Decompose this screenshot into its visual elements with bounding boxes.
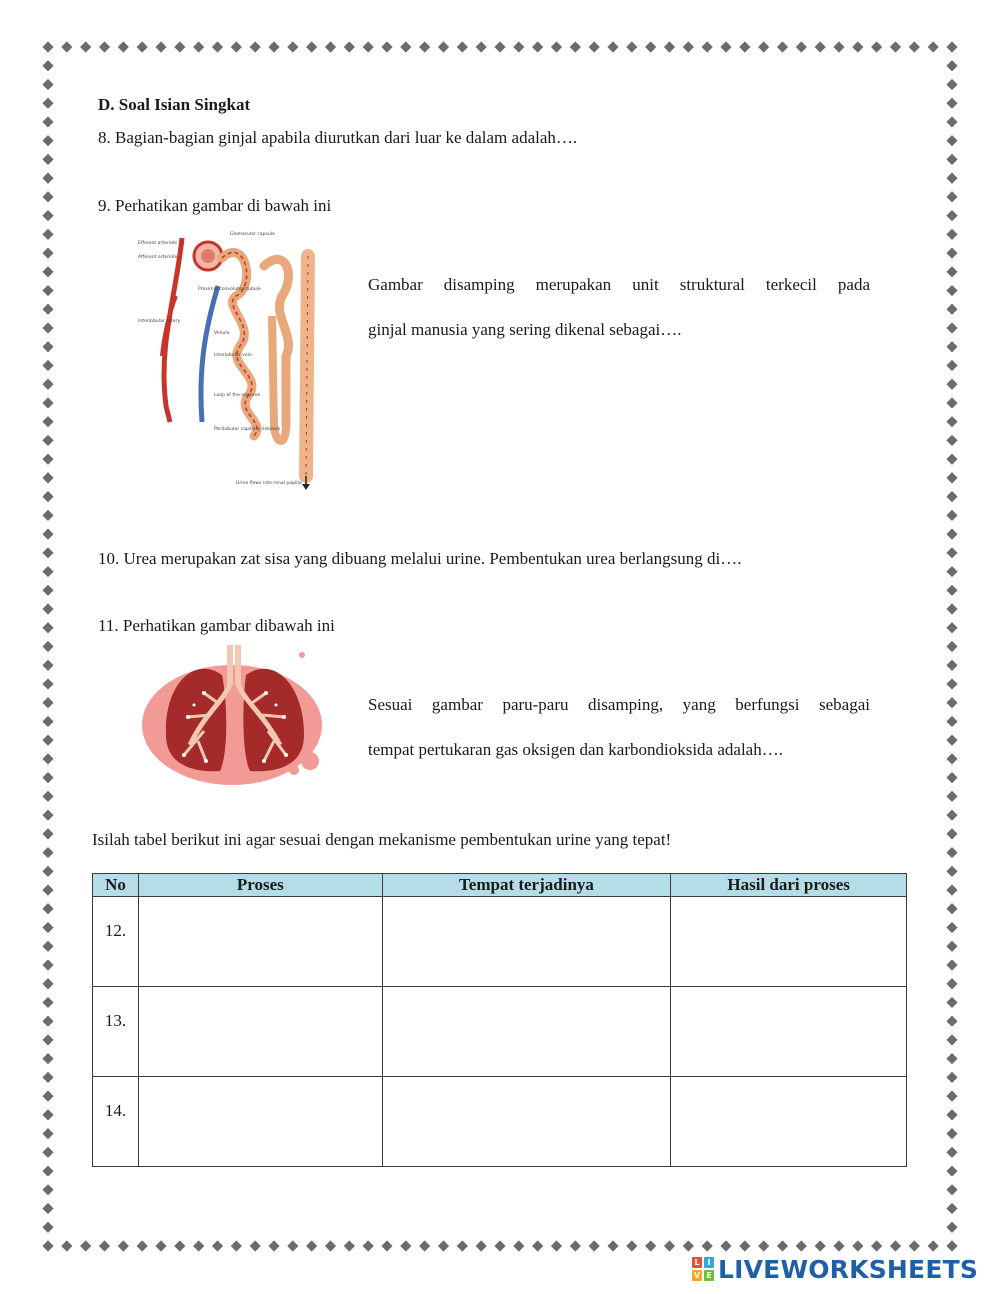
answer-cell-tempat[interactable] [382, 897, 671, 987]
label-peritubular: Peritubular capillary network [214, 427, 281, 432]
answer-cell-hasil[interactable] [671, 1077, 907, 1167]
lungs-image [134, 645, 334, 790]
liveworksheets-logo-icon: L I V E [692, 1257, 714, 1281]
answer-cell-hasil[interactable] [671, 987, 907, 1077]
section-heading: D. Soal Isian Singkat [98, 95, 251, 114]
answer-table [92, 873, 907, 1167]
question-9: 9. Perhatikan gambar di bawah ini [98, 196, 332, 215]
liveworksheets-logo[interactable] [692, 1255, 978, 1283]
label-glomerular-capsule: Glomerular capsule [230, 232, 275, 237]
answer-cell-tempat[interactable] [382, 987, 671, 1077]
header-proses: Proses [138, 874, 382, 897]
label-interlobular-vein: Interlobular vein [214, 353, 252, 358]
question-9-desc-line2: ginjal manusia yang sering dikenal sebagai…. [368, 320, 682, 339]
answer-cell-tempat[interactable] [382, 1077, 671, 1167]
answer-cell-hasil[interactable] [671, 897, 907, 987]
table-header-row [93, 874, 907, 897]
question-11-desc-line2: tempat pertukaran gas oksigen dan karbondioksida adalah…. [368, 740, 783, 759]
label-interlobular-artery: Interlobular artery [138, 319, 181, 324]
label-proximal: Proximal convoluted tubule [198, 287, 261, 292]
table-row [93, 1077, 907, 1167]
answer-cell-proses[interactable] [138, 1077, 382, 1167]
question-9-desc-line1: Gambar disamping merupakan unit struktural terkecil pada [368, 275, 870, 294]
answer-cell-proses[interactable] [138, 987, 382, 1077]
label-afferent: Afferent arteriole [138, 255, 178, 260]
question-11-desc-line1: Sesuai gambar paru-paru disamping, yang berfungsi sebagai [368, 695, 870, 714]
question-10: 10. Urea merupakan zat sisa yang dibuang melalui urine. Pembentukan urea berlangsung di…. [98, 549, 742, 568]
label-loop: Loop of the nephron [214, 393, 261, 398]
header-no: No [93, 874, 139, 897]
row-number: 12. [93, 897, 139, 987]
question-8: 8. Bagian-bagian ginjal apabila diurutkan dari luar ke dalam adalah…. [98, 128, 578, 147]
label-venule: Venule [214, 331, 230, 336]
question-11: 11. Perhatikan gambar dibawah ini [98, 616, 335, 635]
table-instruction: Isilah tabel berikut ini agar sesuai dengan mekanisme pembentukan urine yang tepat! [92, 830, 672, 849]
nephron-image [136, 226, 336, 492]
table-row [93, 987, 907, 1077]
table-row [93, 897, 907, 987]
brand-name: LIVEWORKSHEETS [718, 1254, 979, 1284]
label-efferent: Efferent arteriole [138, 241, 178, 246]
label-urine: Urine flows into renal papilla [236, 481, 302, 486]
answer-cell-proses[interactable] [138, 897, 382, 987]
row-number: 14. [93, 1077, 139, 1167]
header-hasil: Hasil dari proses [671, 874, 907, 897]
header-tempat: Tempat terjadinya [382, 874, 671, 897]
row-number: 13. [93, 987, 139, 1077]
